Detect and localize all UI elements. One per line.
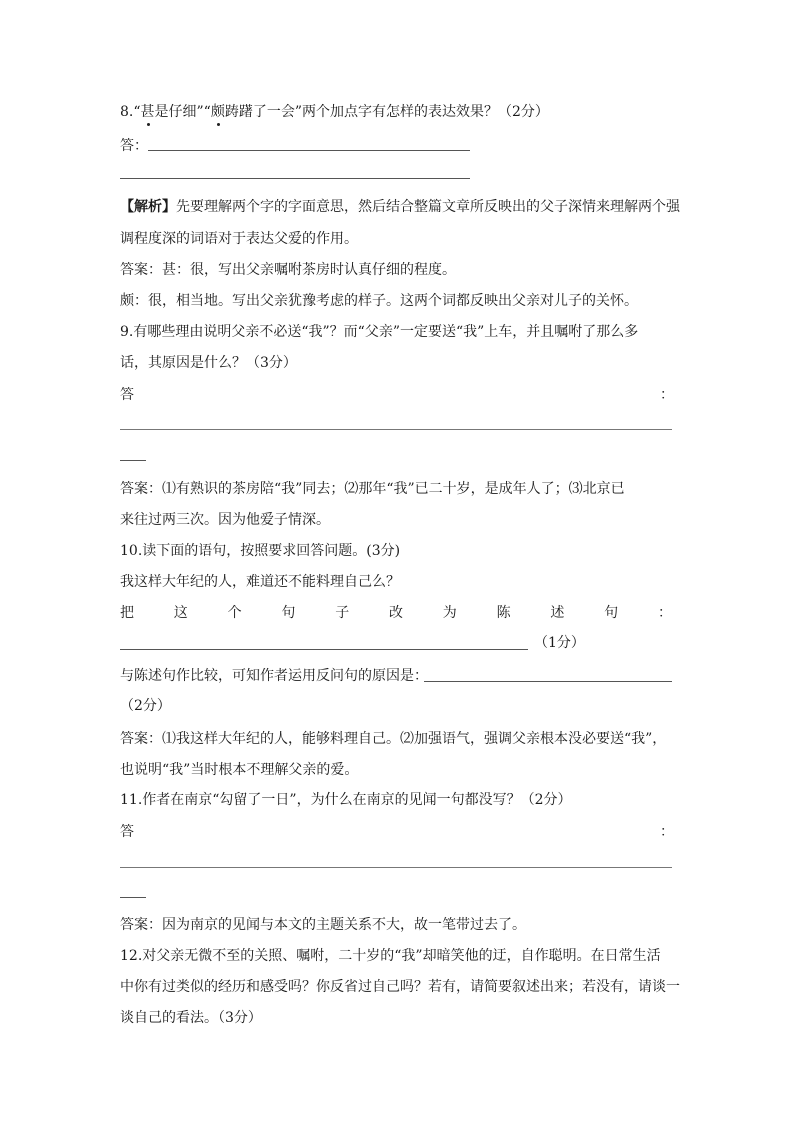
q8-stem: 8.“甚是仔细”“颇踌躇了一会”两个加点字有怎样的表达效果？（2分） (120, 104, 549, 120)
q12-stem-1: 12.对父亲无微不至的关照、嘱咐，二十岁的“我”却暗笑他的迂，自作聪明。在日常生活 (120, 948, 661, 964)
q9-answer-2: 来往过两三次。因为他爱子情深。 (120, 512, 330, 528)
q8-answer-prompt: 答： (120, 138, 148, 154)
q11-answer: 答案：因为南京的见闻与本文的主题关系不大，故一笔带过去了。 (120, 917, 526, 933)
q9-answer-prompt: 答 (120, 387, 134, 403)
q10-sentence: 我这样大年纪的人，难道还不能料理自己么？ (120, 574, 400, 590)
emphasis-char-shen: 甚 (140, 104, 155, 120)
q8-answer-line-2[interactable] (120, 178, 470, 179)
q10-part1-points: （1分） (534, 635, 585, 651)
q11-answer-line-end (120, 897, 146, 898)
q10-compare-prompt: 与陈述句作比较，可知作者运用反问句的原因是： (120, 668, 428, 684)
q9-colon: ： (660, 387, 674, 403)
q8-answer-line-1[interactable] (148, 150, 470, 151)
q10-answer-1: 答案：⑴我这样大年纪的人，能够料理自己。⑵加强语气，强调父亲根本没必要送“我”， (120, 731, 667, 747)
q12-stem-2: 中你有过类似的经历和感受吗？你反省过自己吗？若有，请简要叙述出来；若没有，请谈一 (120, 979, 680, 995)
q10-part1-answer-line[interactable] (120, 649, 528, 650)
q10-instruction: 把 这 个 句 子 改 为 陈 述 句 ： (120, 605, 672, 621)
q12-stem-3: 谈自己的看法。（3分） (120, 1010, 262, 1026)
q9-answer-line-end (120, 460, 146, 461)
q10-part2-answer-line[interactable] (424, 681, 672, 682)
emphasis-char-po: 颇 (210, 104, 225, 120)
analysis-tag: 【解析】 (120, 199, 176, 215)
q9-stem-2: 话，其原因是什么？（3分） (120, 355, 297, 371)
q10-answer-2: 也说明“我”当时根本不理解父亲的爱。 (120, 762, 359, 778)
q11-stem: 11.作者在南京“勾留了一日”，为什么在南京的见闻一句都没写？（2分） (120, 792, 572, 808)
q9-stem-1: 9.有哪些理由说明父亲不必送“我”？而“父亲”一定要送“我”上车，并且嘱咐了那么多 (120, 324, 639, 340)
q8-answer-1: 答案：甚：很，写出父亲嘱咐茶房时认真仔细的程度。 (120, 262, 456, 278)
q10-stem: 10.读下面的语句，按照要求回答问题。(3分) (120, 543, 401, 559)
q11-answer-line[interactable] (120, 867, 672, 868)
q11-answer-prompt: 答 (120, 824, 134, 840)
q8-analysis-1: 【解析】先要理解两个字的字面意思，然后结合整篇文章所反映出的父子深情来理解两个强 (120, 199, 680, 215)
q8-analysis-2: 调程度深的词语对于表达父爱的作用。 (120, 231, 358, 247)
q10-part2-points: （2分） (120, 698, 171, 714)
q11-colon: ： (660, 824, 674, 840)
q8-answer-2: 颇：很，相当地。写出父亲犹豫考虑的样子。这两个词都反映出父亲对儿子的关怀。 (120, 293, 638, 309)
q9-answer-line[interactable] (120, 429, 672, 430)
q9-answer-1: 答案：⑴有熟识的茶房陪“我”同去；⑵那年“我”已二十岁，是成年人了；⑶北京已 (120, 481, 625, 497)
